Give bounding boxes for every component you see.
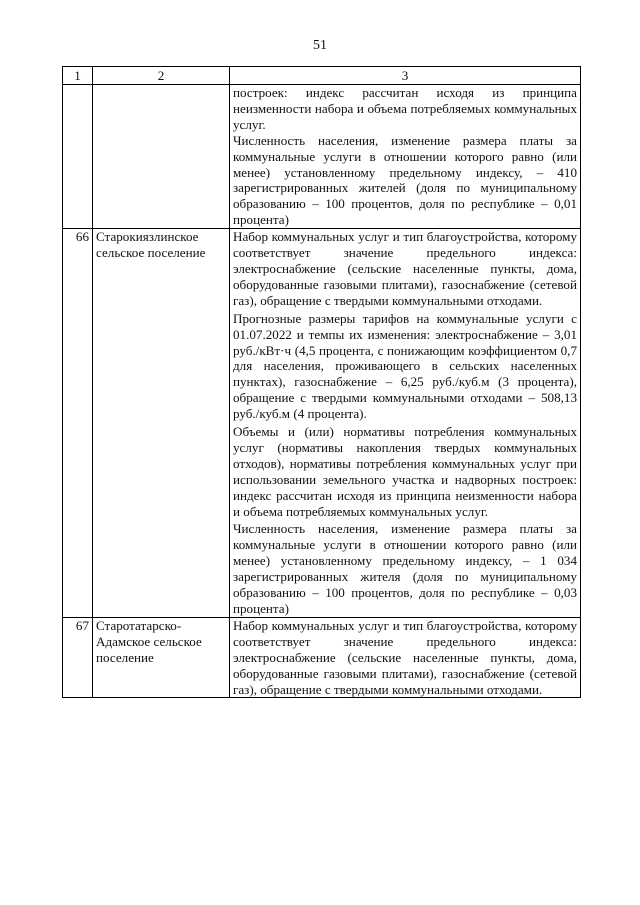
row-number: 66 (63, 229, 93, 618)
table-row (63, 617, 581, 698)
paragraph: построек: индекс рассчитан исходя из принципа неизменности набора и объема потребляемых коммунальных услуг. (233, 85, 577, 132)
paragraph: Объемы и (или) нормативы потребления коммунальных услуг (нормативы накопления твердых коммунальных отходов), нормативы потребления коммунальных услуг при использовании земельного участка и надворных построек: индекс рассчитан исходя из принципа неизменности набора и объема потребляемых коммунальных услуг. (233, 424, 577, 519)
column-header-number: 1 (63, 67, 93, 85)
row-description (230, 229, 581, 618)
settlement-name (93, 85, 230, 229)
paragraph: Прогнозные размеры тарифов на коммунальные услуги с 01.07.2022 и темпы их изменения: электроснабжение – 3,01 руб./кВт·ч (4,5 процента, с понижающим коэффициентом 0,7 для населения, проживающего в сельских населенных пунктах), газоснабжение – 6,25 руб./куб.м (3 процента), обращение с твердыми коммунальными отходами – 508,13 руб./куб.м (4 процента). (233, 310, 577, 422)
paragraph: Набор коммунальных услуг и тип благоустройства, которому соответствует значение предельного индекса: электроснабжение (сельские населенные пункты, дома, оборудованные газовыми плитами), газоснабжение (сетевой газ), обращение с твердыми коммунальными отходами. (233, 617, 577, 697)
column-header-description: 3 (230, 67, 581, 85)
row-description (230, 85, 581, 229)
row-number: 67 (63, 617, 93, 698)
table-row (63, 229, 581, 618)
row-number (63, 85, 93, 229)
settlement-name: Старотатарско-Адамское сельское поселение (93, 617, 230, 698)
paragraph: Численность населения, изменение размера платы за коммунальные услуги в отношении которого равно (или менее) установленному предельному индексу, – 410 зарегистрированных жителей (доля по муниципальному образованию – 100 процентов, доля по республике – 0,01 процента) (233, 132, 577, 228)
table-header-row (63, 67, 581, 85)
column-header-settlement: 2 (93, 67, 230, 85)
paragraph: Набор коммунальных услуг и тип благоустройства, которому соответствует значение предельного индекса: электроснабжение (сельские населенные пункты, дома, оборудованные газовыми плитами), газоснабжение (сетевой газ), обращение с твердыми коммунальными отходами. (233, 229, 577, 308)
row-description (230, 617, 581, 698)
settlement-name: Старокиязлинское сельское поселение (93, 229, 230, 618)
settlements-table (62, 66, 581, 698)
page-number: 51 (313, 38, 327, 53)
paragraph: Численность населения, изменение размера платы за коммунальные услуги в отношении которого равно (или менее) установленному предельному индексу, – 1 034 зарегистрированных жителя (доля по муниципальному образованию – 100 процентов, доля по республике – 0,03 процента) (233, 521, 577, 616)
table-row (63, 85, 581, 229)
